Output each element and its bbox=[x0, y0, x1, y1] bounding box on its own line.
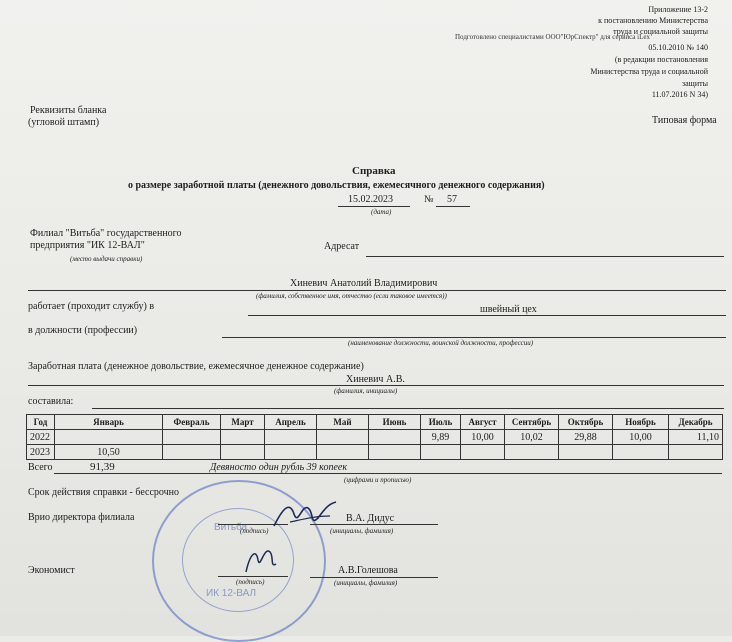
person-name: Хиневич Анатолий Владимирович bbox=[290, 278, 438, 289]
document-date: 15.02.2023 bbox=[348, 194, 393, 205]
header-february: Февраль bbox=[163, 415, 221, 430]
table-cell bbox=[265, 445, 317, 460]
salary-person-name: Хиневич А.В. bbox=[346, 374, 405, 385]
header-may: Май bbox=[317, 415, 369, 430]
blank-requisites: Реквизиты бланка bbox=[30, 105, 107, 116]
table-cell bbox=[221, 445, 265, 460]
document-subtitle: о размере заработной платы (денежного довольствия, ежемесячного денежного содержания) bbox=[128, 180, 545, 191]
table-cell bbox=[163, 445, 221, 460]
issuer-caption: (место выдачи справки) bbox=[70, 255, 143, 263]
table-cell bbox=[265, 430, 317, 445]
corner-stamp-note: (угловой штамп) bbox=[28, 117, 100, 128]
table-cell bbox=[317, 445, 369, 460]
header-march: Март bbox=[221, 415, 265, 430]
economist-name-caption: (инициалы, фамилия) bbox=[334, 579, 398, 587]
appendix-line: Приложение 13-2 bbox=[648, 5, 708, 14]
edition-line: (в редакции постановления bbox=[614, 55, 708, 64]
table-cell bbox=[559, 445, 613, 460]
table-cell bbox=[221, 430, 265, 445]
amounted-label: составила: bbox=[28, 396, 74, 407]
director-signature bbox=[270, 496, 340, 536]
header-december: Декабрь bbox=[669, 415, 723, 430]
economist-signature bbox=[240, 542, 280, 578]
economist-label: Экономист bbox=[28, 565, 75, 576]
table-cell: 9,89 bbox=[421, 430, 461, 445]
document-title: Справка bbox=[352, 165, 396, 177]
table-cell bbox=[55, 430, 163, 445]
issuer-line-2: предприятия "ИК 12-ВАЛ" bbox=[30, 240, 145, 251]
header-april: Апрель bbox=[265, 415, 317, 430]
header-june: Июнь bbox=[369, 415, 421, 430]
seal-text-2: ИК 12-ВАЛ bbox=[206, 588, 257, 599]
cell-year: 2023 bbox=[27, 445, 55, 460]
table-cell bbox=[613, 445, 669, 460]
table-cell: 10,02 bbox=[505, 430, 559, 445]
resolution-date-line: 05.10.2010 № 140 bbox=[648, 43, 708, 52]
table-cell bbox=[421, 445, 461, 460]
validity-note: Срок действия справки - бессрочно bbox=[28, 487, 180, 498]
ministry-line: труда и социальной защиты bbox=[613, 27, 708, 36]
total-words-caption: (цифрами и прописью) bbox=[344, 476, 412, 484]
cell-year: 2022 bbox=[27, 430, 55, 445]
header-october: Октябрь bbox=[559, 415, 613, 430]
table-cell: 11,10 bbox=[669, 430, 723, 445]
table-cell: 29,88 bbox=[559, 430, 613, 445]
position-label: в должности (профессии) bbox=[28, 325, 138, 336]
table-cell: 10,00 bbox=[613, 430, 669, 445]
table-cell bbox=[461, 445, 505, 460]
workplace: швейный цех bbox=[480, 304, 537, 315]
salary-label: Заработная плата (денежное довольствие, ежемесячное денежное содержание) bbox=[28, 361, 364, 372]
director-name-caption: (инициалы, фамилия) bbox=[330, 527, 394, 535]
works-label: работает (проходит службу) в bbox=[28, 301, 155, 312]
director-sign-caption: (подпись) bbox=[240, 527, 269, 535]
table-row bbox=[27, 430, 723, 445]
date-caption: (дата) bbox=[371, 208, 392, 216]
total-label: Всего bbox=[28, 462, 53, 473]
prepared-by-note: Подготовлено специалистами ООО"ЮрСпектр" для сервиса iLex bbox=[455, 33, 650, 41]
seal-text-1: Витьба bbox=[214, 522, 248, 533]
table-cell: 10,00 bbox=[461, 430, 505, 445]
table-cell bbox=[369, 445, 421, 460]
position-caption: (наименование должности, воинской должности, профессии) bbox=[348, 339, 534, 347]
director-label: Врио директора филиала bbox=[28, 512, 135, 523]
table-cell bbox=[163, 430, 221, 445]
header-november: Ноябрь bbox=[613, 415, 669, 430]
resolution-line: к постановлению Министерства bbox=[598, 16, 708, 25]
header-september: Сентябрь bbox=[505, 415, 559, 430]
addressee-label: Адресат bbox=[324, 241, 360, 252]
table-cell bbox=[669, 445, 723, 460]
director-name: В.А. Дидус bbox=[346, 513, 395, 524]
salary-table-header-row bbox=[27, 415, 723, 430]
document-number: 57 bbox=[447, 194, 457, 205]
salary-name-caption: (фамилия, инициалы) bbox=[334, 387, 398, 395]
header-july: Июль bbox=[421, 415, 461, 430]
header-january: Январь bbox=[55, 415, 163, 430]
number-label: № bbox=[424, 194, 434, 205]
protection-line: защиты bbox=[681, 79, 708, 88]
ministry-line-2: Министерства труда и социальной bbox=[590, 67, 708, 76]
total-words: Девяносто один рубль 39 копеек bbox=[210, 462, 348, 473]
table-cell bbox=[505, 445, 559, 460]
total-value: 91,39 bbox=[90, 461, 115, 473]
table-cell: 10,50 bbox=[55, 445, 163, 460]
edition-date-line: 11.07.2016 N 34) bbox=[651, 90, 708, 99]
header-year: Год bbox=[27, 415, 55, 430]
economist-name: А.В.Голешова bbox=[338, 565, 398, 576]
table-row bbox=[27, 445, 723, 460]
economist-sign-caption: (подпись) bbox=[236, 578, 265, 586]
person-caption: (фамилия, собственное имя, отчество (если таковое имеется)) bbox=[256, 292, 447, 300]
table-cell bbox=[317, 430, 369, 445]
table-cell bbox=[369, 430, 421, 445]
header-august: Август bbox=[461, 415, 505, 430]
form-type: Типовая форма bbox=[652, 115, 717, 126]
salary-table bbox=[26, 414, 723, 460]
issuer-line-1: Филиал "Витьба" государственного bbox=[30, 228, 182, 239]
